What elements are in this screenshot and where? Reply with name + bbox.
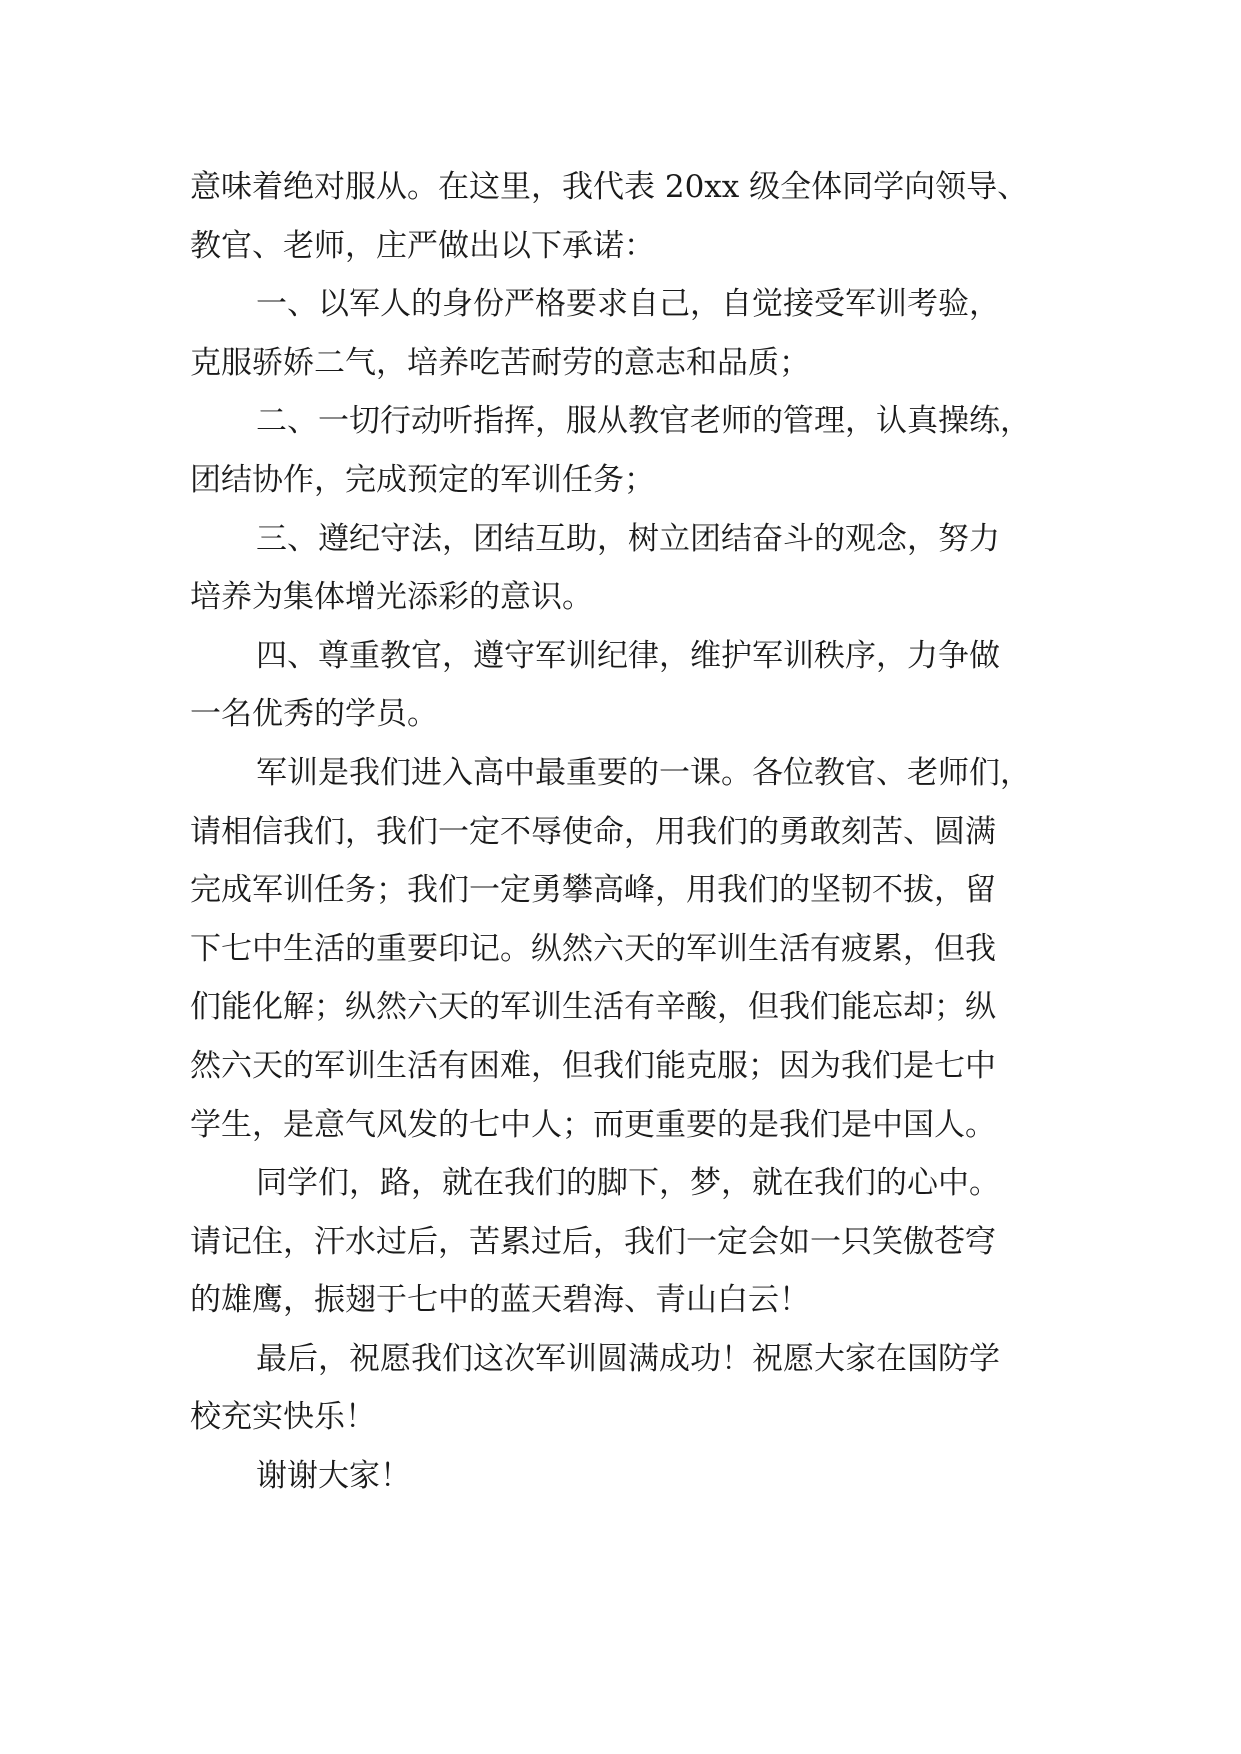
text-line: 完成军训任务；我们一定勇攀高峰，用我们的坚韧不拔，留 xyxy=(190,872,996,909)
text-line: 三、遵纪守法，团结互助，树立团结奋斗的观念，努力 xyxy=(256,520,1000,557)
text-line: 请相信我们，我们一定不辱使命，用我们的勇敢刻苦、圆满 xyxy=(190,813,996,850)
text-line: 一名优秀的学员。 xyxy=(190,696,438,733)
text-line: 意味着绝对服从。在这里，我代表 20xx 级全体同学向领导、 xyxy=(190,169,1029,205)
text-line: 请记住，汗水过后，苦累过后，我们一定会如一只笑傲苍穹 xyxy=(190,1223,996,1260)
text-line: 四、尊重教官，遵守军训纪律，维护军训秩序，力争做 xyxy=(256,637,1000,674)
text-line: 最后，祝愿我们这次军训圆满成功！祝愿大家在国防学 xyxy=(256,1340,1000,1377)
text-line: 然六天的军训生活有困难，但我们能克服；因为我们是七中 xyxy=(190,1047,996,1084)
text-line: 校充实快乐！ xyxy=(190,1399,376,1436)
text-line: 们能化解；纵然六天的军训生活有辛酸，但我们能忘却；纵 xyxy=(190,989,996,1026)
text-line: 学生，是意气风发的七中人；而更重要的是我们是中国人。 xyxy=(190,1106,996,1143)
text-line: 二、一切行动听指挥，服从教官老师的管理，认真操练， xyxy=(256,403,1031,440)
text-line: 下七中生活的重要印记。纵然六天的军训生活有疲累，但我 xyxy=(190,930,996,967)
text-line: 团结协作，完成预定的军训任务； xyxy=(190,461,655,498)
text-line: 培养为集体增光添彩的意识。 xyxy=(190,579,593,616)
text-line: 一、以军人的身份严格要求自己，自觉接受军训考验， xyxy=(256,286,1000,323)
text-line: 谢谢大家！ xyxy=(256,1458,411,1495)
text-line: 军训是我们进入高中最重要的一课。各位教官、老师们， xyxy=(256,754,1031,791)
text-line: 教官、老师，庄严做出以下承诺： xyxy=(190,227,655,264)
document-body xyxy=(190,158,1090,1506)
text-line: 克服骄娇二气，培养吃苦耐劳的意志和品质； xyxy=(190,344,810,381)
text-line: 的雄鹰，振翅于七中的蓝天碧海、青山白云！ xyxy=(190,1282,810,1319)
text-line: 同学们，路，就在我们的脚下，梦，就在我们的心中。 xyxy=(256,1165,1000,1202)
